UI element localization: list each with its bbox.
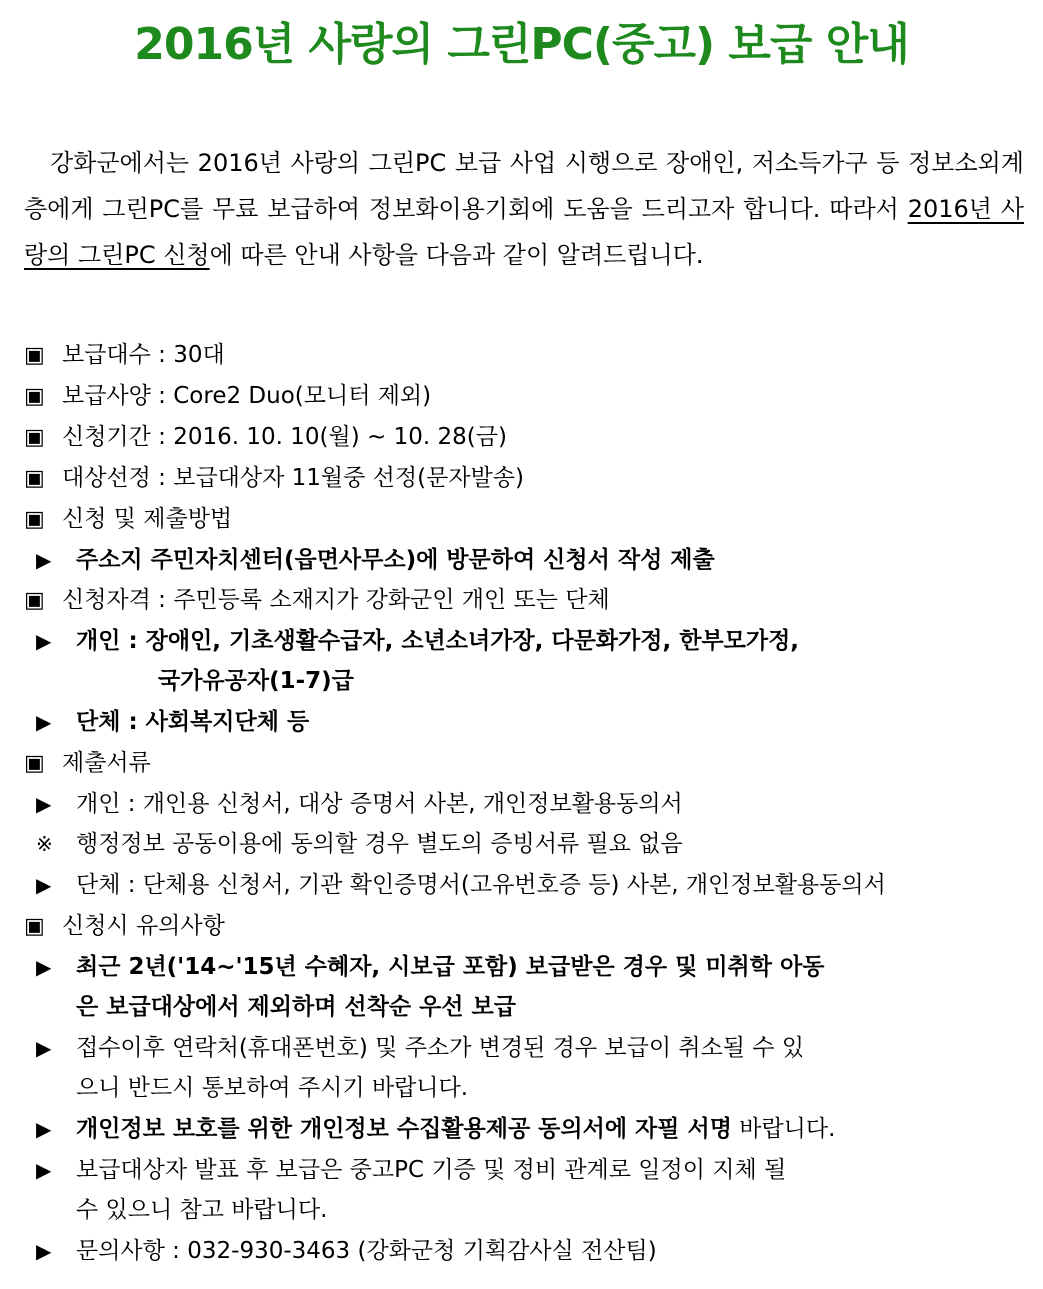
intro-underlined-text: 2016년 사랑의 그린PC 신청	[24, 195, 1024, 269]
item-method: ▣ 신청 및 제출방법	[24, 499, 1024, 540]
arrow-bullet-icon: ▶	[36, 548, 52, 572]
arrow-bullet-icon: ▶	[36, 710, 52, 734]
item-contact: ▶ 문의사항 : 032-930-3463 (강화군청 기획감사실 전산팀)	[24, 1231, 1024, 1271]
item-caution-4: ▶ 보급대상자 발표 후 보급은 중고PC 기증 및 정비 관계로 일정이 지체 될	[24, 1150, 1024, 1190]
note-mark-icon: ※	[36, 832, 53, 856]
item-caution: ▣ 신청시 유의사항	[24, 906, 1024, 947]
item-doc-group: ▶ 단체 : 단체용 신청서, 기관 확인증명서(고유번호증 등) 사본, 개인정보활용동의서	[24, 865, 1024, 905]
arrow-bullet-icon: ▶	[36, 629, 52, 653]
arrow-bullet-icon: ▶	[36, 792, 52, 816]
square-bullet-icon: ▣	[24, 425, 45, 450]
square-bullet-icon: ▣	[24, 751, 45, 776]
arrow-bullet-icon: ▶	[36, 955, 52, 979]
square-bullet-icon: ▣	[24, 507, 45, 532]
item-eligibility-individual-cont: 국가유공자(1-7)급	[158, 668, 354, 694]
item-documents: ▣ 제출서류	[24, 743, 1024, 784]
item-period: ▣ 신청기간 : 2016. 10. 10(월) ~ 10. 28(금)	[24, 417, 1024, 458]
item-caution-3: ▶ 개인정보 보호를 위한 개인정보 수집활용제공 동의서에 자필 서명 바랍니다.	[24, 1109, 1024, 1149]
item-caution-1: ▶ 최근 2년('14~'15년 수혜자, 시보급 포함) 보급받은 경우 및 미취학 아동	[24, 947, 1024, 987]
item-method-detail: ▶ 주소지 주민자치센터(읍면사무소)에 방문하여 신청서 작성 제출	[24, 540, 1024, 580]
arrow-bullet-icon: ▶	[36, 873, 52, 897]
arrow-bullet-icon: ▶	[36, 1158, 52, 1182]
item-caution-2-cont: 으니 반드시 통보하여 주시기 바랍니다.	[76, 1075, 469, 1101]
square-bullet-icon: ▣	[24, 384, 45, 409]
square-bullet-icon: ▣	[24, 466, 45, 491]
page-title: 2016년 사랑의 그린PC(중고) 보급 안내	[134, 19, 909, 70]
intro-text-1: 강화군에서는 2016년 사랑의 그린PC 보급 사업 시행으로 장애인, 저소득가구 등 정보소외계층에게 그린PC를 무료 보급하여 정보화이용기회에 도움을 드리고자 합니다. 따라서	[24, 149, 1024, 223]
period-value: 2016. 10. 10(월) ~ 10. 28(금)	[173, 424, 507, 450]
item-quantity: ▣ 보급대수 : 30대	[24, 335, 1024, 376]
item-caution-2: ▶ 접수이후 연락처(휴대폰번호) 및 주소가 변경된 경우 보급이 취소될 수 있	[24, 1028, 1024, 1068]
item-doc-individual: ▶ 개인 : 개인용 신청서, 대상 증명서 사본, 개인정보활용동의서	[24, 784, 1024, 824]
item-eligibility-group: ▶ 단체 : 사회복지단체 등	[24, 702, 1024, 742]
item-spec: ▣ 보급사양 : Core2 Duo(모니터 제외)	[24, 376, 1024, 417]
square-bullet-icon: ▣	[24, 914, 45, 939]
item-eligibility: ▣ 신청자격 : 주민등록 소재지가 강화군인 개인 또는 단체	[24, 580, 1024, 621]
item-caution-4-cont: 수 있으니 참고 바랍니다.	[76, 1197, 328, 1223]
item-eligibility-individual: ▶ 개인 : 장애인, 기초생활수급자, 소년소녀가장, 다문화가정, 한부모가정,	[24, 621, 1024, 661]
arrow-bullet-icon: ▶	[36, 1117, 52, 1141]
intro-paragraph	[24, 140, 1024, 278]
square-bullet-icon: ▣	[24, 588, 45, 613]
square-bullet-icon: ▣	[24, 343, 45, 368]
item-doc-note: ※ 행정정보 공동이용에 동의할 경우 별도의 증빙서류 필요 없음	[24, 824, 1024, 864]
item-selection: ▣ 대상선정 : 보급대상자 11월중 선정(문자발송)	[24, 458, 1024, 499]
arrow-bullet-icon: ▶	[36, 1036, 52, 1060]
intro-text-2: 에 따른 안내 사항을 다음과 같이 알려드립니다.	[209, 241, 704, 269]
arrow-bullet-icon: ▶	[36, 1239, 52, 1263]
item-caution-1-cont: 은 보급대상에서 제외하며 선착순 우선 보급	[76, 994, 516, 1020]
